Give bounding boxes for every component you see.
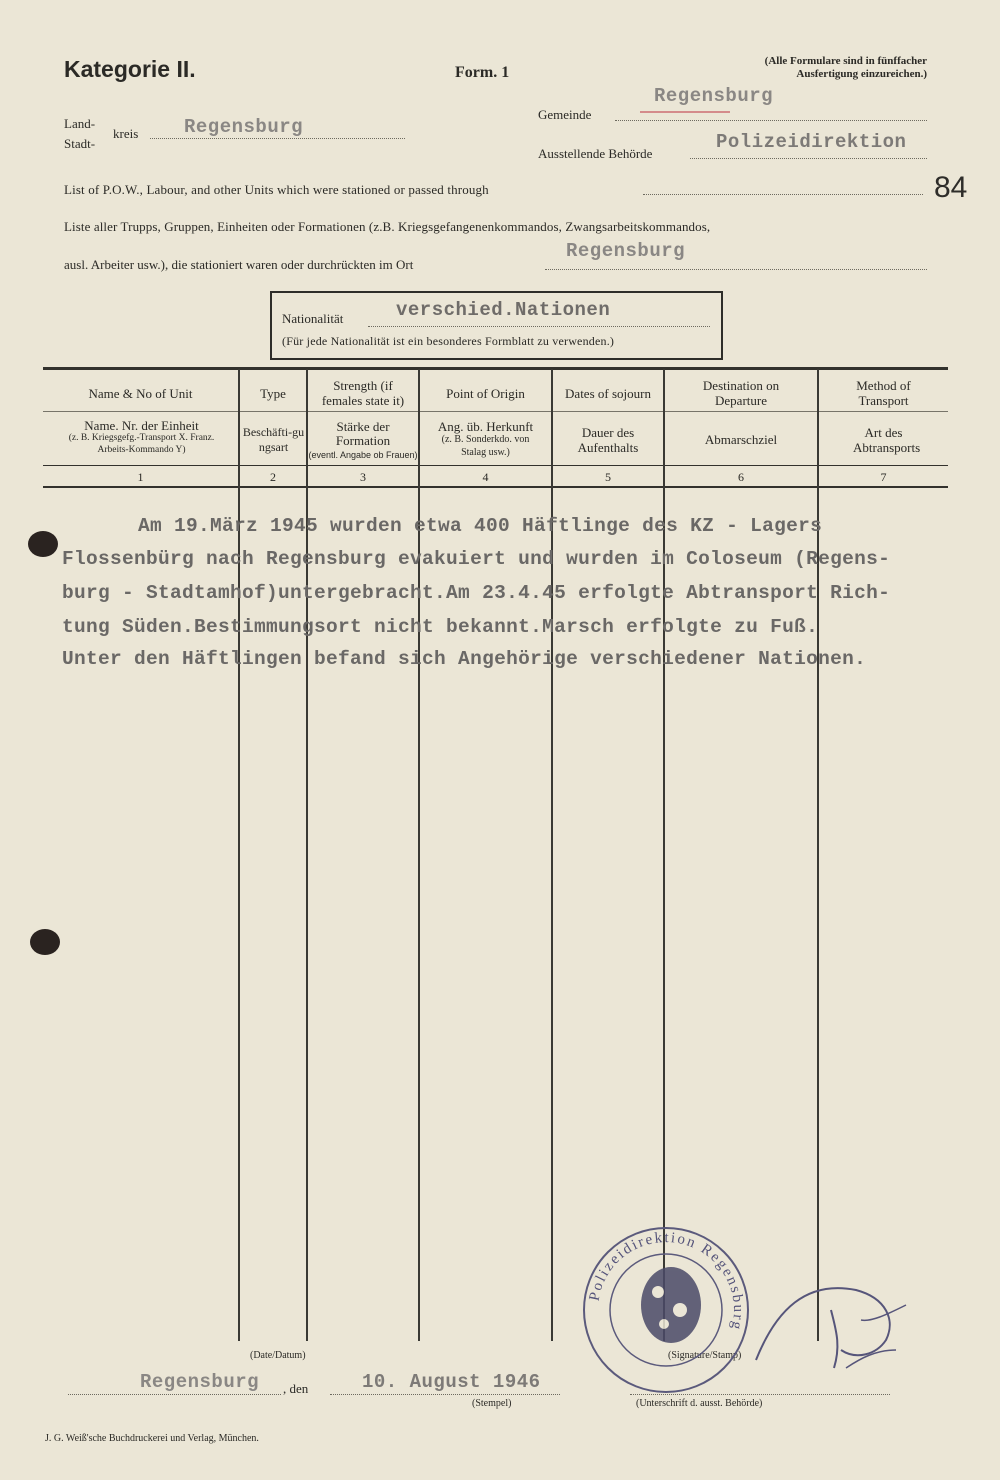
table-top-rule [43,367,948,370]
col5-header-de: Dauer des Aufenthalts [577,425,639,455]
land-label: Land- [64,116,96,131]
intro-line-en: List of P.O.W., Labour, and other Units which were stationed or passed through [64,182,489,197]
body-line-1: Am 19.März 1945 wurden etwa 400 Häftlinge des KZ - Lagers [138,515,823,537]
unterschrift-label: (Unterschrift d. ausst. Behörde) [636,1398,763,1409]
col7-number: 7 [880,470,887,484]
stempel-label: (Stempel) [472,1398,512,1409]
signature-label: (Signature/Stamp) [668,1350,742,1361]
nationality-note: (Für jede Nationalität ist ein besonderes Formblatt zu verwenden.) [282,334,615,348]
col4-number: 4 [482,470,489,484]
col2-header-en: Type [260,386,286,401]
red-mark [640,111,730,113]
date-label: (Date/Datum) [250,1350,306,1361]
gemeinde-label: Gemeinde [538,107,592,122]
punch-hole-top [28,531,58,557]
col6-header-en: Destination on Departure [702,378,780,408]
intro-en-field [643,180,923,195]
nationality-value: verschied.Nationen [396,299,611,321]
col3-header-en: Strength (if females state it) [321,378,405,408]
table-header-rule [43,411,948,412]
punch-hole-bottom [30,929,60,955]
form-number: Form. 1 [455,64,510,81]
intro-line-de1: Liste aller Trupps, Gruppen, Einheiten oder Formationen (z.B. Kriegsgefangenenkommandos, Zwangsarbeitskommandos, [64,219,711,234]
col5-header-en: Dates of sojourn [565,386,651,401]
col1-header-en: Name & No of Unit [88,386,193,401]
table-num-rule-bottom [43,486,948,488]
col6-header-de: Abmarschziel [704,432,778,447]
behoerde-label: Ausstellende Behörde [538,146,653,161]
body-line-4: tung Süden.Bestimmungsort nicht bekannt.Marsch erfolgte zu Fuß. [62,616,819,638]
stamp-ring-text: Polizeidirektion Regensburg [586,1229,747,1333]
col4-header-en: Point of Origin [446,386,525,401]
behoerde-value: Polizeidirektion [716,131,907,153]
table-num-rule-top [43,465,948,466]
stadt-label: Stadt- [64,136,96,151]
col7-header-en: Method of Transport [856,378,911,408]
den-label: , den [283,1381,309,1396]
col1-header-de-sub: (z. B. Kriegsgefg.-Transport X. Franz. Arbeits-Kommando Y) [68,433,215,455]
col6-number: 6 [738,470,744,484]
gemeinde-value: Regensburg [654,85,774,107]
col1-header-de-main: Name. Nr. der Einheit [84,418,199,433]
place-value: Regensburg [140,1371,260,1393]
intro-line-de2: ausl. Arbeiter usw.), die stationiert waren oder durchrückten im Ort [64,257,414,272]
col4-header-de-main: Ang. üb. Herkunft [437,419,534,434]
body-line-5: Unter den Häftlingen befand sich Angehörige verschiedener Nationen. [62,648,867,670]
body-line-3: burg - Stadtamhof)untergebracht.Am 23.4.45 erfolgte Abtransport Rich- [62,582,891,604]
copies-note-line2: Ausfertigung einzureichen.) [796,68,927,80]
body-line-2: Flossenbürg nach Regensburg evakuiert und wurden im Coloseum (Regens- [62,548,891,570]
handwritten-signature [736,1250,926,1380]
eagle-emblem-icon [641,1267,701,1343]
kreis-label: kreis [113,126,139,141]
nationality-label: Nationalität [282,311,344,326]
page-number: 84 [934,171,968,204]
col3-number: 3 [360,470,366,484]
copies-note [640,55,927,81]
col3-header-de-main: Stärke der Formation [335,419,391,448]
col7-header-de: Art des Abtransports [853,425,921,455]
ort-value: Regensburg [566,240,686,262]
col4-header-de-sub: (z. B. Sonderkdo. von Stalag usw.) [441,434,530,458]
col2-header-de: Beschäfti-gungsart [242,425,305,454]
col1-number: 1 [137,470,144,484]
col4-header-de [420,420,551,459]
printer-imprint: J. G. Weiß'sche Buchdruckerei und Verlag, München. [45,1433,259,1444]
form-category-title: Kategorie II. [64,56,196,82]
nationality-box [270,291,723,360]
col3-header-de-sub: (eventl. Angabe ob Frauen) [308,450,418,460]
copies-note-line1: (Alle Formulare sind in fünffacher [764,55,927,67]
date-value: 10. August 1946 [362,1371,541,1393]
kreis-value: Regensburg [184,116,304,138]
col3-header-de [308,420,418,462]
col1-header-de [45,420,238,456]
col2-number: 2 [270,470,276,484]
police-stamp [576,1220,756,1400]
col5-number: 5 [605,470,611,484]
